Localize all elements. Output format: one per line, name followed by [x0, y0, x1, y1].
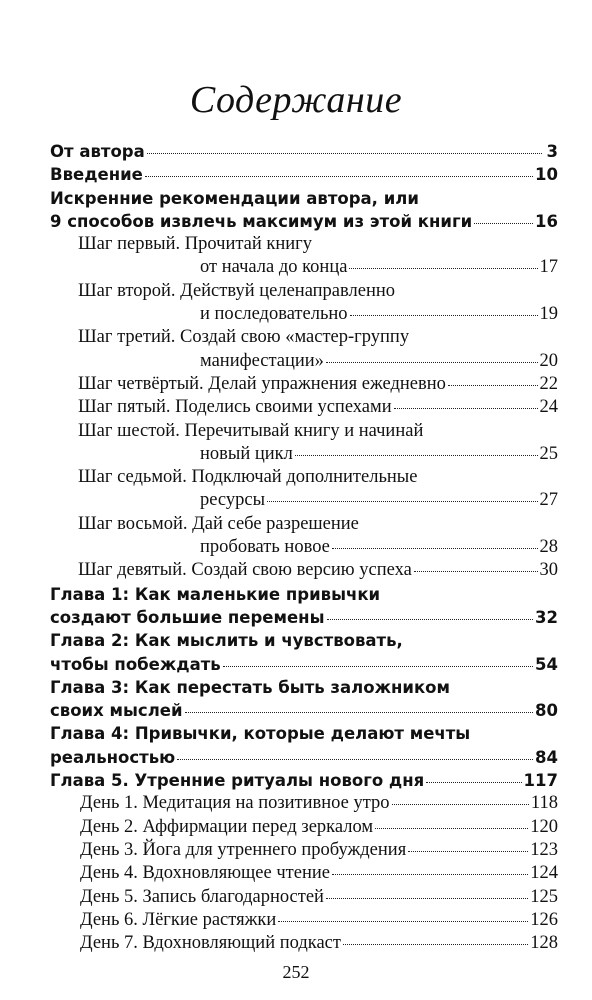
toc-entry [50, 839, 558, 862]
toc-page-number: 22 [539, 373, 558, 394]
toc-page-number: 32 [535, 607, 558, 627]
toc-page-number: 80 [535, 701, 558, 721]
dot-leader [326, 898, 528, 899]
dot-leader [343, 944, 528, 945]
toc-entry [50, 722, 558, 769]
toc-entry-text: Шаг четвёртый. Делай упражнения ежедневно [78, 373, 446, 394]
toc-entry-line-with-page [78, 256, 558, 279]
toc-entry-line-with-page [50, 653, 558, 676]
toc-entry-text: Глава 3: Как перестать быть заложником [50, 677, 450, 697]
toc-entry [50, 187, 558, 234]
toc-entry [50, 326, 558, 373]
toc-entry-line-with-page [50, 140, 558, 163]
toc-entry-line-with-page [80, 792, 558, 815]
toc-entry [50, 886, 558, 909]
toc-entry-text: и последовательно [200, 304, 348, 325]
toc-entry [50, 396, 558, 419]
toc-entry-text: своих мыслей [50, 701, 183, 721]
toc-page-number: 123 [530, 839, 558, 860]
toc-entry-line [50, 676, 558, 699]
toc-entry-line [50, 583, 558, 606]
toc-page-number: 117 [523, 771, 558, 791]
toc-page-number: 84 [535, 747, 558, 767]
toc-entry [50, 862, 558, 885]
toc-entry-text: Шаг восьмой. Дай себе разрешение [78, 513, 359, 534]
dot-leader [147, 153, 542, 154]
toc-entry-line-with-page [78, 559, 558, 582]
page-title: Содержание [189, 79, 403, 121]
toc-page-number: 25 [539, 443, 558, 464]
toc-entry [50, 466, 558, 513]
toc-entry-text: От автора [50, 142, 145, 161]
toc-entry [50, 233, 558, 280]
toc-entry [50, 932, 558, 955]
toc-page-number: 118 [530, 793, 558, 814]
dot-leader [349, 268, 537, 269]
toc-entry-text: Шаг девятый. Создай свою версию успеха [78, 560, 412, 581]
toc-page-number: 27 [539, 490, 558, 511]
toc-entry-text: Шаг шестой. Перечитывай книгу и начинай [78, 420, 424, 441]
toc-page-number: 17 [539, 257, 558, 278]
dot-leader [408, 851, 528, 852]
toc-entry-line [50, 187, 558, 210]
toc-entry-text: Шаг третий. Создай свою «мастер-группу [78, 327, 410, 348]
toc-entry-line [78, 233, 558, 256]
toc-entry-line-with-page [78, 443, 558, 466]
dot-leader [448, 385, 538, 386]
toc-page-number: 20 [539, 350, 558, 371]
toc-entry-text: Глава 2: Как мыслить и чувствовать, [50, 631, 403, 651]
dot-leader [177, 759, 533, 760]
toc-entry-line-with-page [50, 769, 558, 792]
toc-entry [50, 769, 558, 792]
toc-page-number: 54 [535, 654, 558, 674]
toc-page-number: 120 [530, 816, 558, 837]
dot-leader [375, 828, 528, 829]
toc-entry-text: Шаг первый. Прочитай книгу [78, 234, 313, 255]
toc-page-number: 3 [546, 142, 558, 161]
toc-entry-line-with-page [80, 886, 558, 909]
toc-entry-line [78, 420, 558, 443]
toc-entry-line-with-page [80, 839, 558, 862]
toc-page-number: 124 [530, 863, 558, 884]
dot-leader [394, 408, 538, 409]
toc-entry [50, 513, 558, 560]
dot-leader [295, 455, 538, 456]
toc-entry-text: Глава 5. Утренние ритуалы нового дня [50, 771, 425, 791]
toc-entry-text: День 4. Вдохновляющее чтение [80, 863, 330, 884]
toc-entry-line [78, 513, 558, 536]
toc-entry-text: пробовать новое [200, 537, 330, 558]
toc-entry-text: День 3. Йога для утреннего пробуждения [80, 839, 407, 860]
dot-leader [474, 223, 533, 224]
toc-entry-text: новый цикл [200, 443, 293, 464]
dot-leader [414, 571, 538, 572]
toc-entry-line-with-page [78, 373, 558, 396]
page-number: 252 [282, 962, 310, 982]
dot-leader [267, 501, 537, 502]
toc-entry-line-with-page [78, 350, 558, 373]
dot-leader [327, 619, 534, 620]
toc-entry-line-with-page [80, 909, 558, 932]
toc-entry-text: чтобы побеждать [50, 654, 221, 674]
toc-page-number: 125 [530, 886, 558, 907]
dot-leader [350, 315, 538, 316]
toc-page-number: 24 [539, 397, 558, 418]
toc-entry [50, 792, 558, 815]
toc-entry-text: Шаг второй. Действуй целенаправленно [78, 280, 396, 301]
toc-entry-line-with-page [50, 606, 558, 629]
toc-entry-line-with-page [80, 816, 558, 839]
toc-entry [50, 909, 558, 932]
toc-entry-line [78, 326, 558, 349]
dot-leader [332, 874, 528, 875]
toc-entry-line-with-page [50, 163, 558, 186]
toc-entry-text: Шаг седьмой. Подключай дополнительные [78, 467, 418, 488]
table-of-contents [50, 140, 558, 955]
toc-page-number: 28 [539, 537, 558, 558]
toc-entry [50, 163, 558, 186]
toc-entry-line [78, 466, 558, 489]
toc-entry-text: Шаг пятый. Поделись своими успехами [78, 397, 392, 418]
toc-page-number: 126 [530, 909, 558, 930]
dot-leader [332, 548, 538, 549]
toc-entry [50, 373, 558, 396]
toc-entry [50, 280, 558, 327]
toc-entry [50, 420, 558, 467]
toc-entry-line-with-page [50, 746, 558, 769]
dot-leader [223, 666, 533, 667]
dot-leader [392, 804, 529, 805]
toc-entry-line-with-page [80, 862, 558, 885]
toc-entry-text: День 7. Вдохновляющий подкаст [80, 933, 341, 954]
toc-entry-line [50, 629, 558, 652]
toc-entry-line-with-page [50, 210, 558, 233]
toc-page-number: 16 [535, 211, 558, 231]
toc-entry-text: создают большие перемены [50, 607, 325, 627]
toc-entry-line-with-page [80, 932, 558, 955]
toc-entry-line-with-page [78, 489, 558, 512]
toc-entry-text: Глава 4: Привычки, которые делают мечты [50, 724, 471, 744]
toc-entry-line-with-page [78, 536, 558, 559]
toc-entry-text: Искренние рекомендации автора, или [50, 188, 419, 208]
toc-entry-line [50, 722, 558, 745]
toc-entry-text: манифестации» [200, 350, 324, 371]
toc-entry-text: 9 способов извлечь максимум из этой книги [50, 211, 473, 231]
toc-entry-text: от начала до конца [200, 257, 348, 278]
dot-leader [326, 362, 538, 363]
toc-page-number: 128 [530, 933, 558, 954]
toc-entry-line-with-page [78, 396, 558, 419]
toc-entry-line-with-page [50, 699, 558, 722]
dot-leader [185, 712, 533, 713]
toc-entry-text: День 1. Медитация на позитивное утро [80, 793, 390, 814]
toc-entry-line-with-page [78, 303, 558, 326]
toc-entry [50, 140, 558, 163]
toc-entry-text: День 6. Лёгкие растяжки [80, 909, 277, 930]
toc-entry-text: День 5. Запись благодарностей [80, 886, 324, 907]
toc-page-number: 19 [539, 304, 558, 325]
toc-entry-text: ресурсы [200, 490, 266, 511]
toc-entry [50, 583, 558, 630]
toc-entry [50, 559, 558, 582]
toc-entry [50, 676, 558, 723]
toc-entry-text: День 2. Аффирмации перед зеркалом [80, 816, 374, 837]
dot-leader [278, 921, 528, 922]
toc-entry-text: Глава 1: Как маленькие привычки [50, 584, 381, 604]
toc-entry-line [78, 280, 558, 303]
toc-entry [50, 816, 558, 839]
toc-entry-text: Введение [50, 165, 143, 185]
dot-leader [145, 176, 533, 177]
toc-entry [50, 629, 558, 676]
dot-leader [426, 782, 521, 783]
toc-page-number: 10 [535, 165, 558, 185]
toc-entry-text: реальностью [50, 747, 176, 767]
toc-page-number: 30 [539, 560, 558, 581]
